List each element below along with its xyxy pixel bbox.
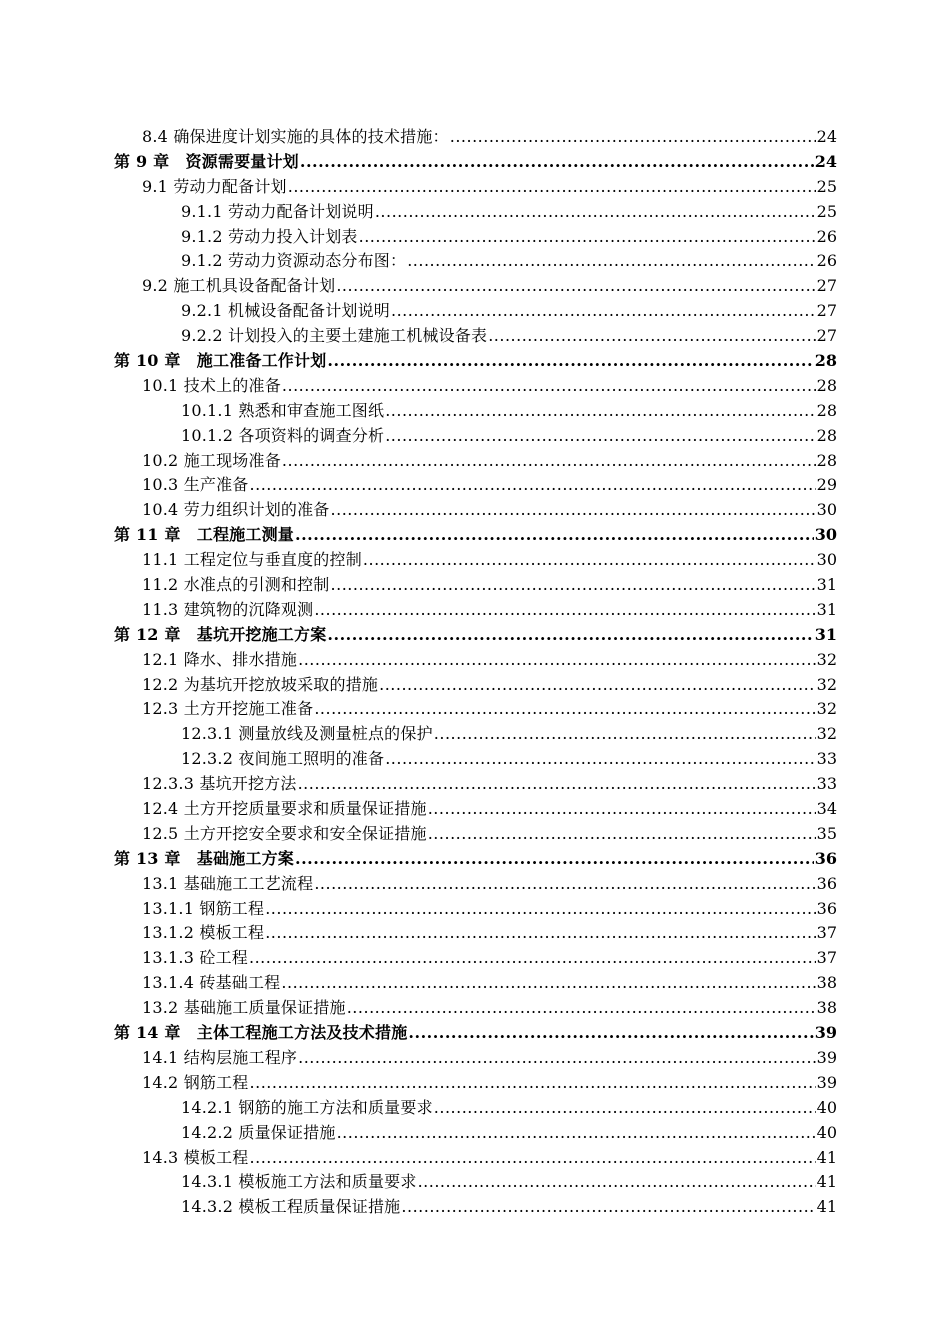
toc-entry-label: 10.1 技术上的准备 [142,375,281,395]
toc-dot-leader [327,623,813,648]
toc-dot-leader [401,1195,815,1220]
toc-section-entry[interactable] [114,374,837,399]
toc-chapter-entry[interactable] [114,349,837,374]
toc-entry-label: 13.1.4 砖基础工程 [142,973,281,993]
toc-page-number: 41 [816,1172,837,1192]
toc-page-number: 36 [816,898,837,918]
toc-page-number: 30 [814,525,837,545]
toc-section-entry[interactable] [114,946,837,971]
toc-dot-leader [450,125,816,150]
toc-entry-label: 10.1.1 熟悉和审查施工图纸 [181,400,385,420]
toc-entry-label: 13.1.1 钢筋工程 [142,898,265,918]
toc-dot-leader [250,1071,816,1096]
toc-section-entry[interactable] [114,449,837,474]
toc-entry-label: 12.2 为基坑开挖放坡采取的措施 [142,674,379,694]
toc-dot-leader [300,150,814,175]
toc-section-entry[interactable] [114,747,837,772]
toc-page-number: 24 [814,151,837,171]
toc-dot-leader [375,200,816,225]
toc-page-number: 35 [816,823,837,843]
toc-page-number: 31 [816,575,837,595]
toc-dot-leader [298,772,816,797]
toc-page-number: 40 [816,1097,837,1117]
toc-entry-label: 10.4 劳力组织计划的准备 [142,500,330,520]
toc-section-entry[interactable] [114,225,837,250]
toc-entry-label: 12.3.3 基坑开挖方法 [142,774,297,794]
toc-dot-leader [363,548,816,573]
toc-page-number: 31 [816,599,837,619]
toc-dot-leader [250,473,816,498]
toc-dot-leader [337,1121,816,1146]
toc-dot-leader [314,598,815,623]
toc-dot-leader [428,797,816,822]
toc-entry-label: 第 11 章 工程施工测量 [114,525,295,545]
toc-page-number: 37 [816,948,837,968]
toc-section-entry[interactable] [114,673,837,698]
toc-entry-label: 14.1 结构层施工程序 [142,1047,298,1067]
toc-entry-label: 12.3 土方开挖施工准备 [142,699,314,719]
toc-page-number: 39 [816,1047,837,1067]
toc-section-entry[interactable] [114,996,837,1021]
toc-page-number: 27 [816,276,837,296]
toc-dot-leader [331,498,816,523]
toc-entry-label: 12.1 降水、排水措施 [142,649,298,669]
toc-section-entry[interactable] [114,175,837,200]
toc-entry-label: 12.5 土方开挖安全要求和安全保证措施 [142,823,427,843]
toc-page-number: 39 [814,1023,837,1043]
toc-dot-leader [347,996,816,1021]
toc-chapter-entry[interactable] [114,847,837,872]
toc-page-number: 36 [816,873,837,893]
toc-dot-leader [488,324,815,349]
toc-page-number: 30 [816,500,837,520]
toc-section-entry[interactable] [114,299,837,324]
toc-page-number: 40 [816,1122,837,1142]
toc-dot-leader [434,722,816,747]
toc-entry-label: 9.1 劳动力配备计划 [142,176,287,196]
toc-dot-leader [391,299,816,324]
toc-section-entry[interactable] [114,922,837,947]
toc-dot-leader [314,697,815,722]
toc-entry-label: 9.1.1 劳动力配备计划说明 [181,201,374,221]
toc-section-entry[interactable] [114,1170,837,1195]
toc-section-entry[interactable] [114,324,837,349]
toc-dot-leader [434,1096,816,1121]
toc-dot-leader [408,1021,813,1046]
toc-section-entry[interactable] [114,648,837,673]
toc-entry-label: 12.3.2 夜间施工照明的准备 [181,749,385,769]
toc-page-number: 25 [816,201,837,221]
toc-dot-leader [418,1170,816,1195]
toc-entry-label: 9.2.2 计划投入的主要土建施工机械设备表 [181,326,488,346]
toc-dot-leader [265,897,815,922]
toc-section-entry[interactable] [114,125,837,150]
toc-dot-leader [385,747,815,772]
toc-page-number: 26 [816,226,837,246]
toc-chapter-entry[interactable] [114,150,837,175]
toc-page-number: 27 [816,301,837,321]
toc-page-number: 24 [816,126,837,146]
toc-section-entry[interactable] [114,772,837,797]
toc-page-number: 41 [816,1147,837,1167]
toc-dot-leader [385,424,815,449]
toc-dot-leader [379,673,816,698]
toc-page-number: 30 [816,550,837,570]
toc-page-number: 32 [816,699,837,719]
toc-entry-label: 10.1.2 各项资料的调查分析 [181,425,385,445]
toc-section-entry[interactable] [114,573,837,598]
toc-page-number: 27 [816,326,837,346]
toc-dot-leader [298,1046,816,1071]
toc-entry-label: 11.1 工程定位与垂直度的控制 [142,550,362,570]
toc-section-entry[interactable] [114,200,837,225]
toc-section-entry[interactable] [114,697,837,722]
toc-entry-label: 14.3.2 模板工程质量保证措施 [181,1197,401,1217]
toc-section-entry[interactable] [114,1146,837,1171]
toc-dot-leader [295,523,814,548]
toc-section-entry[interactable] [114,399,837,424]
toc-section-entry[interactable] [114,498,837,523]
toc-chapter-entry[interactable] [114,623,837,648]
toc-dot-leader [282,374,816,399]
toc-dot-leader [314,872,815,897]
toc-section-entry[interactable] [114,1096,837,1121]
toc-page-number: 31 [814,624,837,644]
toc-dot-leader [385,399,815,424]
toc-section-entry[interactable] [114,1195,837,1220]
toc-entry-label: 第 12 章 基坑开挖施工方案 [114,624,327,644]
toc-section-entry[interactable] [114,424,837,449]
toc-dot-leader [249,946,816,971]
toc-section-entry[interactable] [114,971,837,996]
toc-entry-label: 14.3.1 模板施工方法和质量要求 [181,1172,417,1192]
toc-dot-leader [288,175,816,200]
toc-entry-label: 12.3.1 测量放线及测量桩点的保护 [181,724,433,744]
toc-section-entry[interactable] [114,822,837,847]
toc-entry-label: 9.1.2 劳动力资源动态分布图： [181,251,407,271]
toc-dot-leader [428,822,816,847]
toc-section-entry[interactable] [114,274,837,299]
toc-page-number: 28 [814,351,837,370]
toc-dot-leader [331,573,816,598]
toc-dot-leader [282,449,816,474]
toc-entry-label: 8.4 确保进度计划实施的具体的技术措施： [142,126,449,146]
toc-page-number: 29 [816,475,837,495]
toc-entry-label: 第 9 章 资源需要量计划 [114,151,299,171]
toc-dot-leader [295,847,814,872]
toc-entry-label: 9.1.2 劳动力投入计划表 [181,226,358,246]
toc-section-entry[interactable] [114,598,837,623]
toc-dot-leader [265,921,815,946]
toc-entry-label: 10.2 施工现场准备 [142,450,281,470]
toc-chapter-entry[interactable] [114,523,837,548]
toc-section-entry[interactable] [114,897,837,922]
toc-entry-label: 第 10 章 施工准备工作计划 [114,351,327,370]
toc-section-entry[interactable] [114,473,837,498]
toc-entry-label: 14.2.2 质量保证措施 [181,1122,336,1142]
toc-entry-label: 9.2.1 机械设备配备计划说明 [181,301,390,321]
toc-page-number: 32 [816,724,837,744]
toc-dot-leader [336,274,815,299]
toc-entry-label: 13.2 基础施工质量保证措施 [142,998,346,1018]
toc-page-number: 26 [816,251,837,271]
toc-page-number: 28 [816,375,837,395]
toc-entry-label: 14.2.1 钢筋的施工方法和质量要求 [181,1097,433,1117]
toc-page-number: 41 [816,1197,837,1217]
toc-entry-label: 13.1.3 砼工程 [142,948,248,968]
toc-section-entry[interactable] [114,872,837,897]
toc-chapter-entry[interactable] [114,1021,837,1046]
toc-page-number: 36 [814,848,837,868]
toc-entry-label: 13.1 基础施工工艺流程 [142,873,314,893]
toc-page-number: 28 [816,400,837,420]
toc-dot-leader [298,648,816,673]
toc-section-entry[interactable] [114,1121,837,1146]
toc-page-number: 33 [816,774,837,794]
toc-entry-label: 第 14 章 主体工程施工方法及技术措施 [114,1023,408,1043]
toc-entry-label: 9.2 施工机具设备配备计划 [142,276,336,296]
table-of-contents [114,125,837,1220]
toc-entry-label: 11.3 建筑物的沉降观测 [142,599,314,619]
toc-page-number: 28 [816,425,837,445]
toc-page-number: 32 [816,649,837,669]
toc-entry-label: 11.2 水准点的引测和控制 [142,575,330,595]
toc-page-number: 32 [816,674,837,694]
toc-page-number: 38 [816,998,837,1018]
toc-page-number: 38 [816,973,837,993]
toc-entry-label: 12.4 土方开挖质量要求和质量保证措施 [142,799,427,819]
toc-entry-label: 14.3 模板工程 [142,1147,249,1167]
toc-section-entry[interactable] [114,1046,837,1071]
toc-page-number: 25 [816,176,837,196]
toc-dot-leader [250,1146,816,1171]
toc-page-number: 39 [816,1072,837,1092]
toc-page-number: 34 [816,799,837,819]
toc-entry-label: 14.2 钢筋工程 [142,1072,249,1092]
toc-section-entry[interactable] [114,249,837,274]
toc-page-number: 37 [816,923,837,943]
toc-dot-leader [407,249,815,274]
toc-dot-leader [281,971,815,996]
toc-entry-label: 第 13 章 基础施工方案 [114,848,295,868]
toc-page-number: 33 [816,749,837,769]
toc-entry-label: 10.3 生产准备 [142,475,249,495]
toc-dot-leader [359,225,816,250]
toc-section-entry[interactable] [114,722,837,747]
toc-dot-leader [327,349,813,374]
toc-section-entry[interactable] [114,1071,837,1096]
toc-section-entry[interactable] [114,797,837,822]
toc-entry-label: 13.1.2 模板工程 [142,923,265,943]
toc-page-number: 28 [816,450,837,470]
toc-section-entry[interactable] [114,548,837,573]
